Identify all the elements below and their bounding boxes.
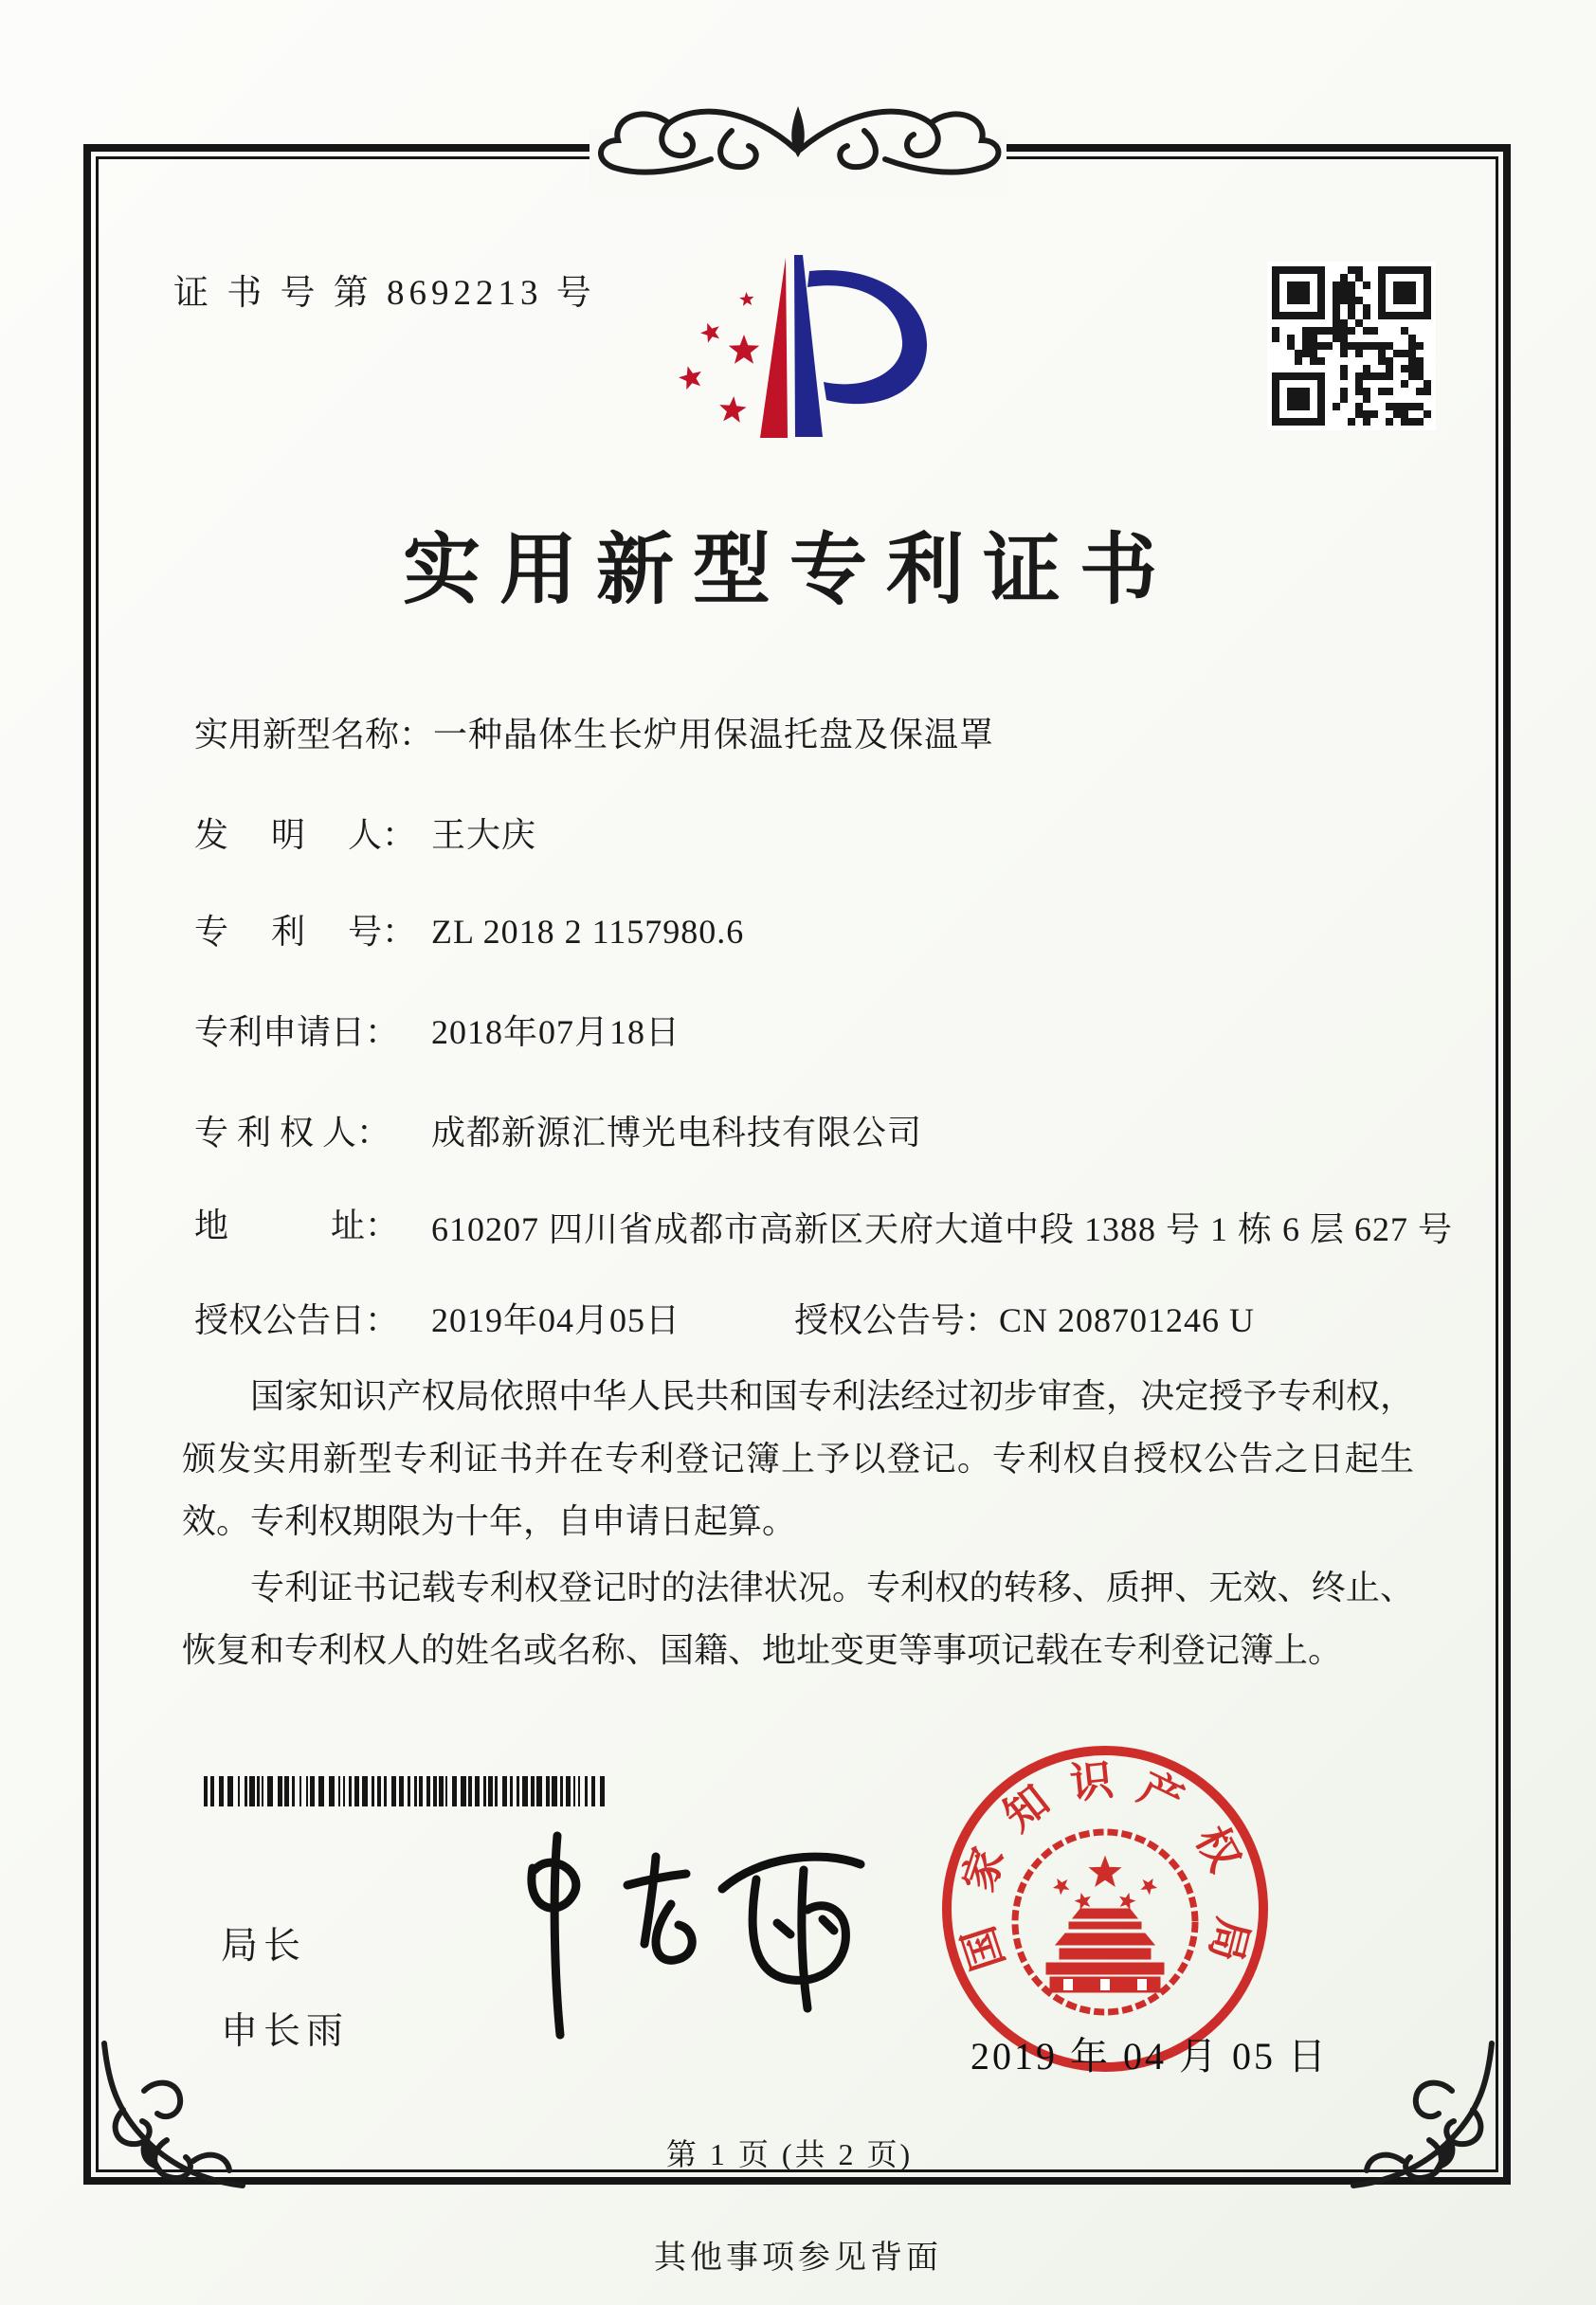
director-signature-icon [417,1824,910,2052]
barcode-icon [204,1776,613,1806]
field-label: 专 利 号： [194,913,417,951]
field-patentee [194,1109,922,1156]
seal-date: 2019 年 04 月 05 日 [970,2035,1329,2078]
field-inventor [194,811,536,859]
field-address [194,1202,1453,1257]
field-label: 实用新型名称： [194,716,434,753]
legal-text [182,1365,1414,1685]
seal-character: 权 [1187,1819,1249,1879]
field-label: 发 明 人： [194,816,417,854]
field-value: 一种晶体生长炉用保温托盘及保温罩 [433,716,995,753]
back-side-note: 其他事项参见背面 [654,2241,942,2276]
field-value: CN 208701246 U [999,1301,1256,1339]
field-label: 授权公告号： [794,1301,1000,1339]
seal-character: 产 [1131,1763,1191,1825]
field-value: 610207 四川省成都市高新区天府大道中段 1388 号 1 栋 6 层 627 号 [431,1210,1454,1248]
seal-character: 家 [954,1842,1013,1897]
field-application-date [194,1008,680,1056]
field-value: 王大庆 [431,816,537,854]
field-grant-announcement [194,1297,1255,1344]
director-title: 局长 [221,1926,307,1967]
legal-paragraph: 专利证书记载专利权登记时的法律状况。专利权的转移、质押、无效、终止、恢复和专利权人的姓名或名称、国籍、地址变更等事项记载在专利登记簿上。 [182,1569,1414,1669]
field-label: 地 址： [194,1207,400,1244]
seal-character: 国 [954,1920,1013,1976]
cnipa-logo-icon [652,243,970,497]
certificate-number: 证 书 号 第 8692213 号 [173,274,596,313]
field-patent-number [194,908,744,955]
field-utility-model-name [194,711,994,758]
field-value: 2019年04月05日 [431,1301,681,1339]
field-label: 专 利 权 人： [194,1114,391,1152]
legal-paragraph: 国家知识产权局依照中华人民共和国专利法经过初步审查，决定授予专利权，颁发实用新型专利证书并在专利登记簿上予以登记。专利权自授权公告之日起生效。专利权期限为十年，自申请日起算。 [182,1377,1414,1540]
field-value: 成都新源汇博光电科技有限公司 [431,1114,923,1152]
field-value: 2018年07月18日 [431,1013,681,1051]
qr-code-icon [1267,262,1436,430]
director-name: 申长雨 [221,2011,350,2052]
field-value: ZL 2018 2 1157980.6 [431,913,745,951]
seal-character: 知 [995,1776,1059,1841]
certificate-title: 实用新型专利证书 [402,527,1176,613]
field-label: 专利申请日： [194,1013,400,1051]
seal-character: 识 [1067,1756,1115,1808]
field-label: 授权公告日： [194,1301,400,1339]
page-number: 第 1 页 (共 2 页) [665,2137,914,2171]
seal-character: 局 [1200,1913,1258,1967]
